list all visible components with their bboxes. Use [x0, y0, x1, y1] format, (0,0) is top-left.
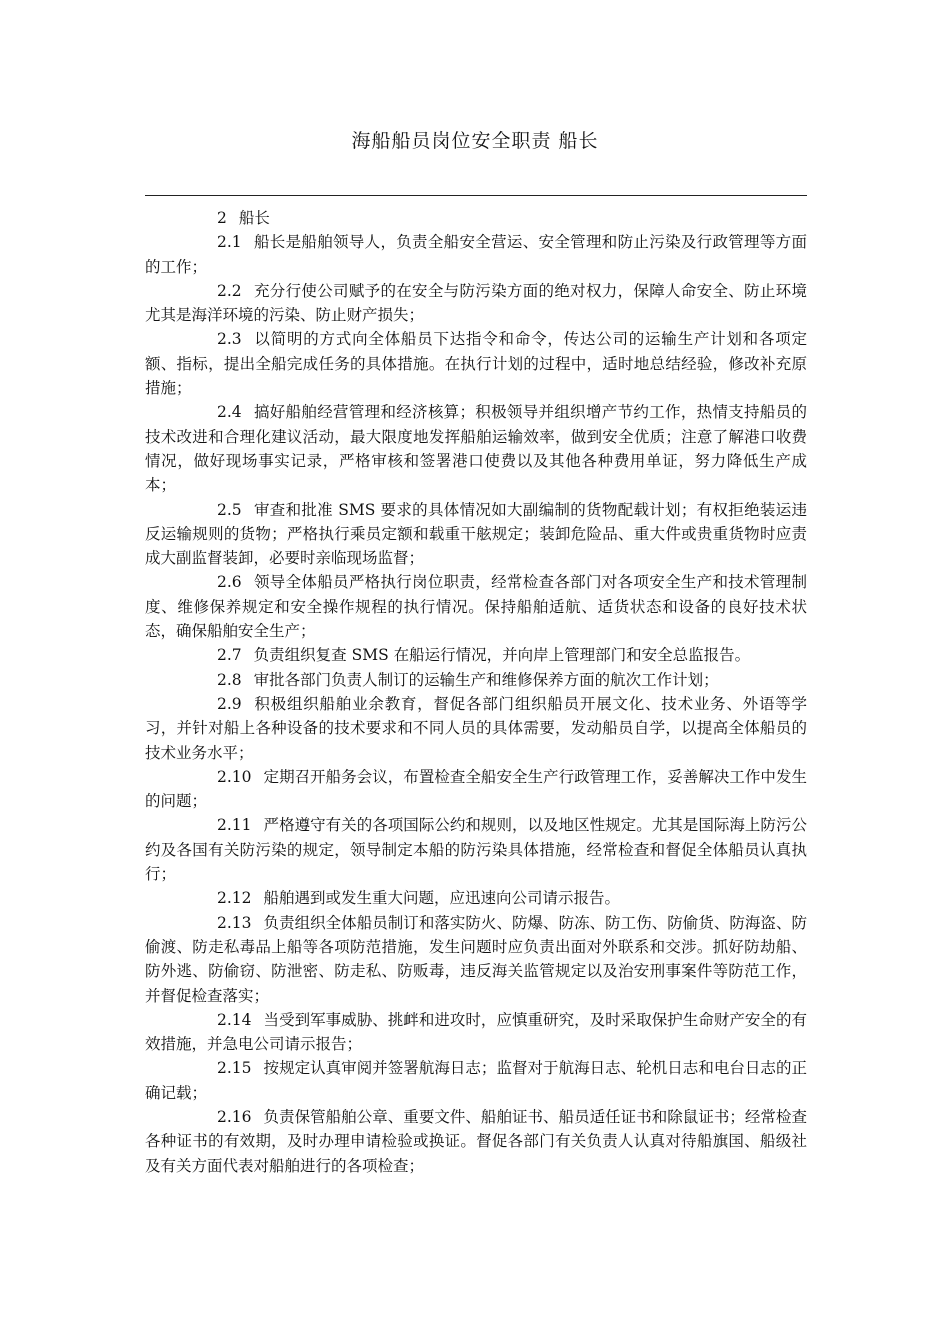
clause-text: 船长是船舶领导人，负责全船安全营运、安全管理和防止污染及行政管理等方面的工作； [145, 233, 807, 276]
clause-text: 负责保管船舶公章、重要文件、船舶证书、船员适任证书和除鼠证书；经常检查各种证书的有效期，及时办理申请检验或换证。督促各部门有关负责人认真对待船旗国、船级社及有关方面代表对船舶进行的各项检查； [145, 1107, 807, 1175]
clause-number: 2.14 [217, 1010, 252, 1029]
clause-text: 严格遵守有关的各项国际公约和规则，以及地区性规定。尤其是国际海上防污公约及各国有关防污染的规定，领导制定本船的防污染具体措施，经常检查和督促全体船员认真执行； [145, 816, 807, 884]
clause-paragraph [145, 813, 807, 886]
clause-text: 领导全体船员严格执行岗位职责，经常检查各部门对各项安全生产和技术管理制度、维修保养规定和安全操作规程的执行情况。保持船舶适航、适货状态和设备的良好技术状态，确保船舶安全生产； [145, 573, 807, 641]
clause-paragraph [145, 206, 807, 230]
clause-number: 2.13 [217, 913, 252, 932]
clause-number: 2.6 [217, 573, 242, 592]
clause-paragraph [145, 400, 807, 497]
clause-number: 2.5 [217, 500, 242, 519]
clause-number: 2.16 [217, 1107, 252, 1126]
clause-text: 以简明的方式向全体船员下达指令和命令，传达公司的运输生产计划和各项定额、指标，提出全船完成任务的具体措施。在执行计划的过程中，适时地总结经验，修改补充原措施； [145, 330, 807, 398]
clause-text: 审查和批准 SMS 要求的具体情况如大副编制的货物配载计划；有权拒绝装运违反运输规则的货物；严格执行乘员定额和载重干舷规定；装卸危险品、重大件或贵重货物时应责成大副监督装卸，必要时亲临现场监督； [145, 500, 807, 568]
clause-text: 按规定认真审阅并签署航海日志；监督对于航海日志、轮机日志和电台日志的正确记载； [145, 1059, 807, 1102]
clause-number: 2.4 [217, 403, 242, 422]
clause-paragraph [145, 570, 807, 643]
clause-text: 充分行使公司赋予的在安全与防污染方面的绝对权力，保障人命安全、防止环境尤其是海洋环境的污染、防止财产损失； [145, 281, 807, 325]
clause-text: 负责组织全体船员制订和落实防火、防爆、防冻、防工伤、防偷货、防海盗、防偷渡、防走私毒品上船等各项防范措施，发生问题时应负责出面对外联系和交涉。抓好防劫船、防外逃、防偷窃、防泄密、防走私、防贩毒，违反海关监管规定以及治安刑事案件等防范工作，并督促检查落实； [145, 913, 807, 1005]
clause-text: 搞好船舶经营管理和经济核算；积极领导并组织增产节约工作，热情支持船员的技术改进和合理化建议活动，最大限度地发挥船舶运输效率，做到安全优质；注意了解港口收费情况，做好现场事实记录，严格审核和签署港口使费以及其他各种费用单证，努力降低生产成本； [145, 403, 807, 495]
clause-paragraph [145, 668, 807, 692]
document-title: 海船船员岗位安全职责 船长 [351, 130, 599, 152]
clause-paragraph [145, 1008, 807, 1057]
clause-paragraph [145, 327, 807, 400]
clause-text: 负责组织复查 SMS 在船运行情况，并向岸上管理部门和安全总监报告。 [253, 646, 751, 665]
clause-paragraph [145, 765, 807, 814]
document-body [145, 206, 807, 1178]
title-divider [145, 195, 807, 196]
clause-number: 2.1 [217, 233, 242, 252]
clause-number: 2.10 [217, 767, 252, 786]
clause-text: 积极组织船舶业余教育，督促各部门组织船员开展文化、技术业务、外语等学习，并针对船上各种设备的技术要求和不同人员的具体需要，发动船员自学，以提高全体船员的技术业务水平； [145, 694, 807, 762]
clause-text: 船长 [238, 209, 270, 227]
clause-number: 2.2 [217, 281, 242, 300]
clause-paragraph [145, 692, 807, 765]
clause-number: 2.3 [217, 330, 242, 349]
clause-paragraph [145, 1105, 807, 1178]
clause-text: 当受到军事威胁、挑衅和进攻时，应慎重研究，及时采取保护生命财产安全的有效措施，并急电公司请示报告； [145, 1010, 807, 1054]
clause-text: 船舶遇到或发生重大问题，应迅速向公司请示报告。 [263, 889, 621, 908]
clause-paragraph [145, 1056, 807, 1105]
clause-paragraph [145, 911, 807, 1008]
clause-number: 2.12 [217, 889, 252, 908]
clause-paragraph [145, 498, 807, 571]
clause-number: 2 [217, 209, 227, 227]
clause-number: 2.11 [217, 816, 252, 835]
clause-number: 2.15 [217, 1059, 252, 1078]
clause-paragraph [145, 886, 807, 910]
clause-number: 2.8 [217, 670, 242, 689]
clause-paragraph [145, 230, 807, 279]
clause-paragraph [145, 279, 807, 328]
clause-number: 2.9 [217, 694, 242, 713]
clause-paragraph [145, 643, 807, 667]
clause-number: 2.7 [217, 646, 242, 665]
clause-text: 定期召开船务会议，布置检查全船安全生产行政管理工作，妥善解决工作中发生的问题； [145, 767, 807, 811]
clause-text: 审批各部门负责人制订的运输生产和维修保养方面的航次工作计划； [253, 670, 719, 689]
